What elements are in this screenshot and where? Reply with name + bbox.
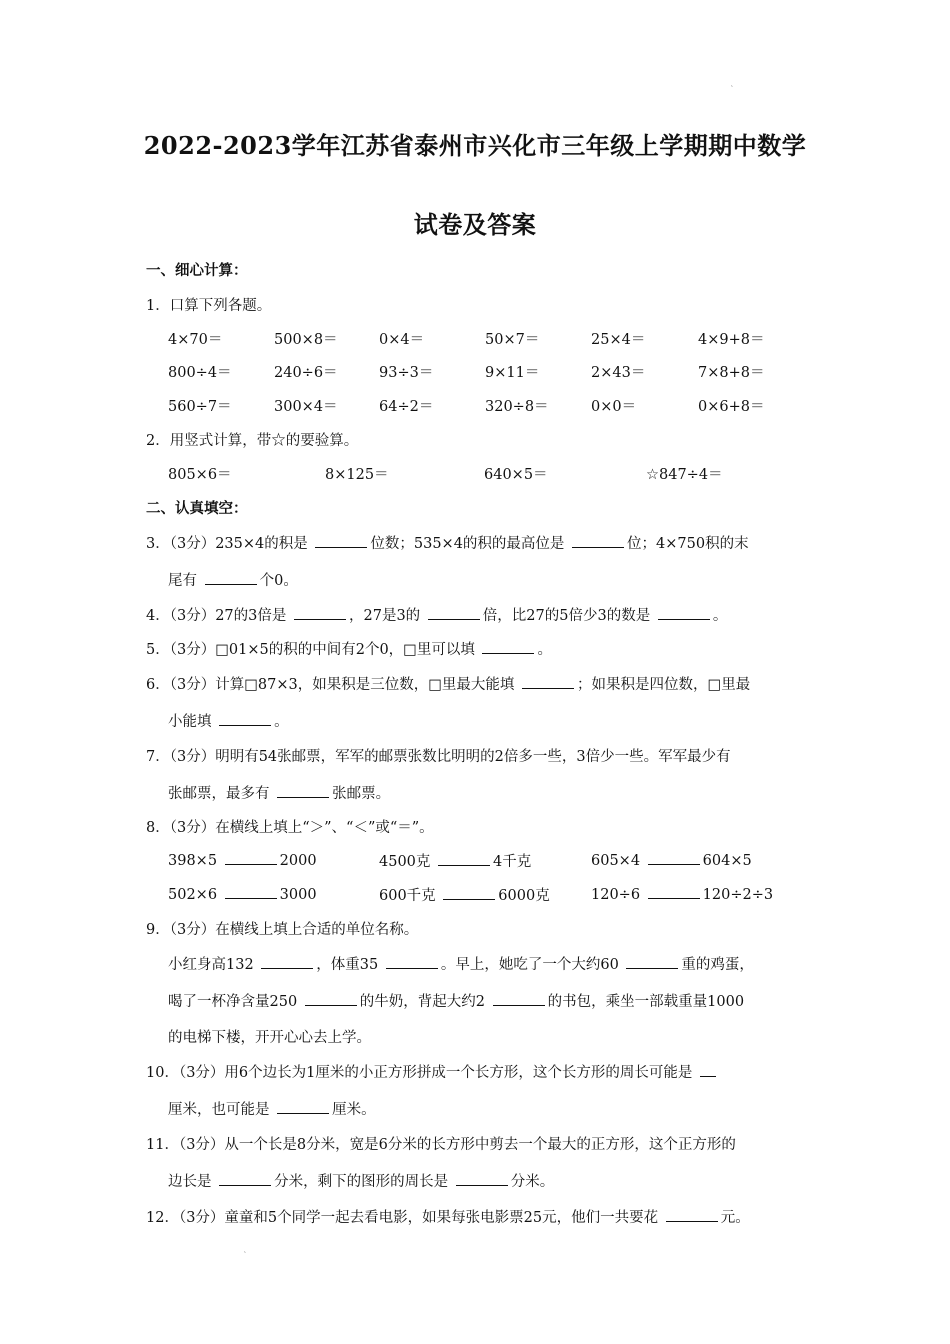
page-title-line2: 试卷及答案 [413, 210, 537, 239]
answer-blank[interactable] [666, 1207, 718, 1222]
q3-text: 位数；535×4的积的最高位是 [370, 536, 570, 552]
question-12 [146, 1206, 750, 1227]
q9-text: 。早上，她吃了一个大约60 [440, 957, 624, 973]
q7-text: 张邮票，最多有 [168, 786, 275, 802]
question-9-line3: 的电梯下楼，开开心心去上学。 [168, 1030, 371, 1046]
q9-text: 的牛奶，背起大约2 [359, 994, 490, 1010]
bottom-mark: ˛ [243, 1244, 247, 1253]
calc-item: 4×9+8＝ [698, 332, 765, 348]
compare-left: 120÷6 [591, 887, 645, 903]
question-3 [146, 532, 749, 553]
compare-item [168, 884, 317, 903]
compare-right: 2000 [279, 853, 317, 869]
q4-text: ，27是3的 [349, 608, 425, 624]
calc-item: 640×5＝ [484, 467, 548, 483]
calc-item: 320÷8＝ [485, 399, 549, 415]
answer-blank[interactable] [277, 783, 329, 798]
answer-blank[interactable] [305, 991, 357, 1006]
compare-item [591, 850, 752, 869]
q4-text: 。 [712, 608, 728, 624]
calc-item: 8×125＝ [325, 467, 389, 483]
answer-blank[interactable] [386, 954, 438, 969]
calc-item: 560÷7＝ [168, 399, 232, 415]
question-6-cont [168, 710, 289, 731]
answer-blank[interactable] [294, 605, 346, 620]
page-title: 2022-2023学年江苏省泰州市兴化市三年级上学期期中数学 [143, 131, 807, 160]
calc-item: 0×4＝ [379, 332, 425, 348]
compare-right: 3000 [279, 887, 317, 903]
compare-right: 6000克 [498, 888, 550, 904]
compare-right: 120÷2÷3 [702, 887, 774, 903]
q9-text: ，体重35 [316, 957, 383, 973]
question-7: 7．（3分）明明有54张邮票，军军的邮票张数比明明的2倍多一些，3倍少一些。军军最少有 [146, 749, 731, 765]
section-heading-2: 二、认真填空： [146, 500, 248, 517]
q5-text: 5．（3分）□01×5的积的中间有2个0，□里可以填 [146, 642, 480, 658]
compare-left: 605×4 [591, 853, 645, 869]
q5-text: 。 [537, 642, 552, 658]
question-5 [146, 638, 552, 659]
q3-text: 个0。 [259, 573, 298, 589]
q11-text: 分米。 [510, 1174, 555, 1190]
q9-text: 小红身高132 [168, 957, 259, 973]
q6-text: 小能填 [168, 714, 217, 730]
answer-blank[interactable] [277, 1099, 329, 1114]
answer-blank[interactable] [261, 954, 313, 969]
q11-text: 分米，剩下的图形的周长是 [274, 1174, 453, 1190]
calc-item: 50×7＝ [485, 332, 540, 348]
q6-text: 6．（3分）计算□87×3，如果积是三位数，□里最大能填 [146, 677, 520, 693]
calc-item: 300×4＝ [274, 399, 338, 415]
compare-left: 4500克 [379, 854, 436, 870]
calc-item: 93÷3＝ [379, 365, 434, 381]
answer-blank[interactable] [438, 851, 490, 866]
q9-text: 喝了一杯净含量250 [168, 994, 302, 1010]
answer-blank[interactable] [626, 954, 678, 969]
answer-blank[interactable] [648, 850, 700, 865]
q12-text: 12．（3分）童童和5个同学一起去看电影，如果每张电影票25元，他们一共要花 [146, 1210, 663, 1226]
answer-blank[interactable] [219, 711, 271, 726]
calc-item: ☆847÷4＝ [646, 467, 723, 483]
q7-text: 张邮票。 [332, 786, 391, 802]
question-2: 2．用竖式计算，带☆的要验算。 [146, 433, 359, 449]
q10-text: 厘米。 [332, 1102, 376, 1118]
answer-blank[interactable] [315, 533, 367, 548]
compare-right: 4千克 [493, 854, 532, 870]
question-9-line1 [168, 953, 754, 974]
answer-blank[interactable] [225, 884, 277, 899]
calc-item: 2×43＝ [591, 365, 646, 381]
answer-blank[interactable] [225, 850, 277, 865]
answer-blank[interactable] [482, 639, 534, 654]
q4-text: 倍，比27的5倍少3的数是 [482, 608, 655, 624]
calc-item: 25×4＝ [591, 332, 646, 348]
question-11-cont [168, 1170, 554, 1191]
q4-text: 4．（3分）27的3倍是 [146, 608, 291, 624]
question-3-cont [168, 569, 298, 590]
answer-blank[interactable] [572, 533, 624, 548]
compare-left: 398×5 [168, 853, 222, 869]
compare-item [168, 850, 317, 869]
top-mark: ˛ [730, 78, 734, 87]
q9-text: 的书包，乘坐一部载重量1000 [547, 994, 745, 1010]
calc-item: 4×70＝ [168, 332, 223, 348]
answer-blank[interactable] [658, 605, 710, 620]
compare-left: 502×6 [168, 887, 222, 903]
question-10-cont [168, 1098, 376, 1119]
question-9: 9．（3分）在横线上填上合适的单位名称。 [146, 922, 419, 938]
answer-blank[interactable] [205, 570, 257, 585]
calc-item: 0×6+8＝ [698, 399, 765, 415]
calc-item: 7×8+8＝ [698, 365, 765, 381]
q3-text: 位；4×750积的末 [627, 536, 749, 552]
question-7-cont [168, 782, 390, 803]
answer-blank[interactable] [493, 991, 545, 1006]
q6-text: 。 [274, 714, 289, 730]
answer-blank[interactable] [456, 1171, 508, 1186]
calc-item: 240÷6＝ [274, 365, 338, 381]
calc-item: 9×11＝ [485, 365, 540, 381]
question-8: 8．（3分）在横线上填上“＞”、“＜”或“＝”。 [146, 820, 434, 836]
compare-item [379, 884, 550, 905]
calc-item: 500×8＝ [274, 332, 338, 348]
q6-text: ；如果积是四位数，□里最 [577, 677, 751, 693]
calc-item: 800÷4＝ [168, 365, 232, 381]
calc-item: 0×0＝ [591, 399, 637, 415]
compare-right: 604×5 [702, 853, 752, 869]
answer-blank[interactable] [522, 674, 574, 689]
calc-item: 805×6＝ [168, 467, 232, 483]
question-1: 1．口算下列各题。 [146, 298, 272, 314]
answer-blank[interactable] [428, 605, 480, 620]
compare-left: 600千克 [379, 888, 441, 904]
q3-text: 3．（3分）235×4的积是 [146, 536, 313, 552]
answer-blank[interactable] [700, 1062, 716, 1077]
section-heading-1: 一、细心计算： [146, 262, 248, 279]
compare-item [379, 850, 531, 871]
answer-blank[interactable] [648, 884, 700, 899]
question-10 [146, 1061, 719, 1082]
answer-blank[interactable] [443, 885, 495, 900]
q11-text: 边长是 [168, 1174, 217, 1190]
question-4 [146, 604, 727, 625]
q12-text: 元。 [720, 1210, 750, 1226]
question-11: 11．（3分）从一个长是8分米，宽是6分米的长方形中剪去一个最大的正方形，这个正方形的 [146, 1137, 736, 1153]
question-9-line2 [168, 990, 744, 1011]
compare-item [591, 884, 773, 903]
q10-text: 厘米，也可能是 [168, 1102, 275, 1118]
calc-item: 64÷2＝ [379, 399, 434, 415]
q9-text: 重的鸡蛋， [681, 957, 754, 973]
q3-text: 尾有 [168, 573, 202, 589]
q10-text: 10．（3分）用6个边长为1厘米的小正方形拼成一个长方形，这个长方形的周长可能是 [146, 1065, 697, 1081]
question-6 [146, 673, 750, 694]
answer-blank[interactable] [219, 1171, 271, 1186]
